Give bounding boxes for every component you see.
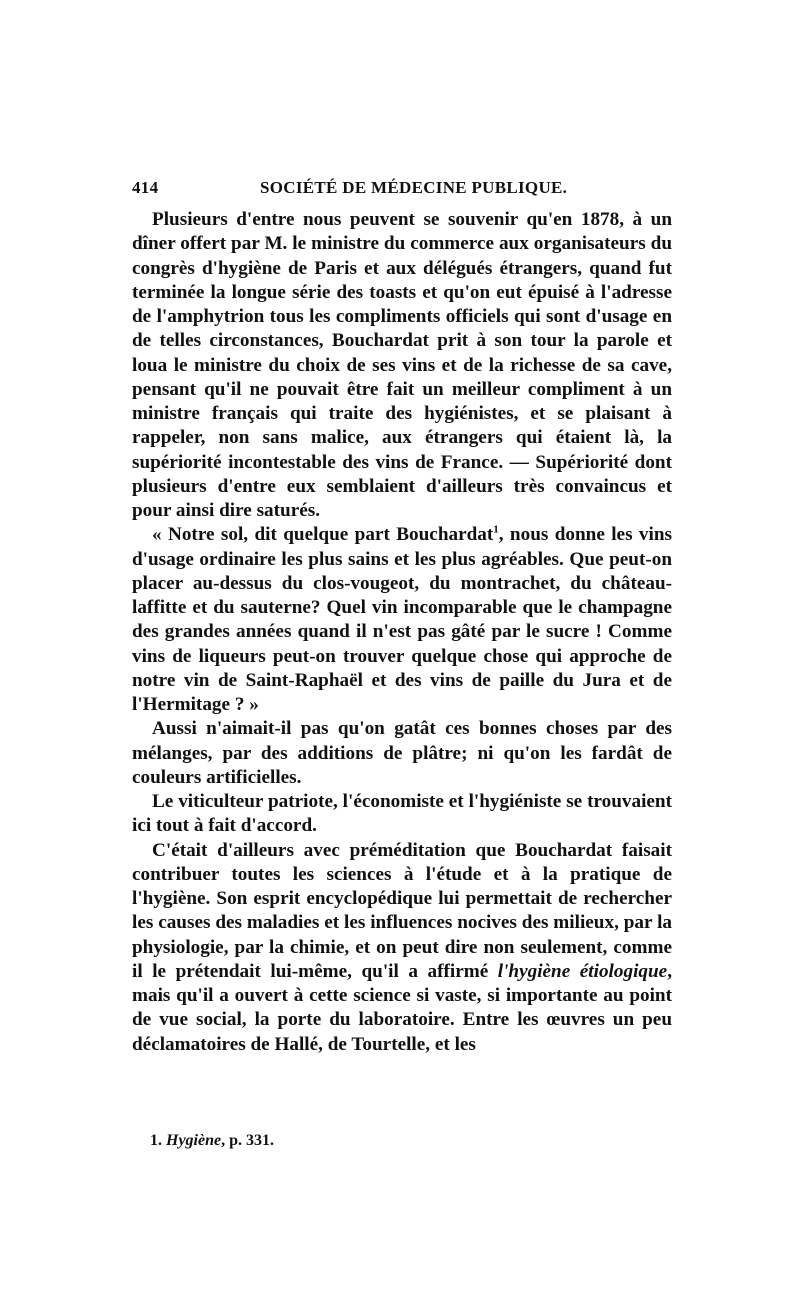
running-title: SOCIÉTÉ DE MÉDECINE PUBLIQUE. [260,178,568,197]
paragraph-1 [132,208,672,523]
paragraph-3-text: Aussi n'aimait-il pas qu'on gatât ces bonnes choses par des mélanges, par des additions de plâtre; ni qu'on les fardât de couleurs artificielles. [132,718,672,788]
emphasized-term: l'hygiène étiologique [497,960,668,982]
paragraph-2 [132,523,672,717]
footnote-work-title: Hygiène [166,1132,222,1149]
running-head [132,178,670,202]
paragraph-5-text-start: C'était d'ailleurs avec préméditation que Bouchardat faisait contribuer toutes les sciences à l'étude et à la pratique de l'hygiène. Son esprit encyclopédique lui permettait de rechercher les causes des maladies et les influences nocives des milieux, par la physiologie, par la chimie, et on peut dire non seulement, comme il le prétendait lui-même, qu'il a affirmé [132,839,672,982]
paragraph-4 [132,790,672,839]
quote-text-start: « Notre sol, dit quelque part Bouchardat [152,524,494,546]
paragraph-5 [132,839,672,1057]
paragraph-3 [132,717,672,790]
quote-text-end: , nous donne les vins d'usage ordinaire les plus sains et les plus agréables. Que peut-on placer au-dessus du clos-vougeot, du montrachet, du château-laffitte et du sauterne? Quel vin incomparable que le champagne des grandes années quand il n'est pas gâté par le sucre ! Comme vins de liqueurs peut-on trouver quelque chose qui approche de notre vin de Saint-Raphaël et des vins de paille du Jura et de l'Hermitage ? » [132,524,672,715]
page-number: 414 [132,178,159,197]
paragraph-1-text: Plusieurs d'entre nous peuvent se souvenir qu'en 1878, à un dîner offert par M. le ministre du commerce aux organisateurs du congrès d'hygiène de Paris et aux délégués étrangers, quand fut terminée la longue série des toasts et qu'on eut épuisé à l'adresse de l'amphytrion tous les compliments officiels qui sont d'usage en de telles circonstances, Bouchardat prit à son tour la parole et loua le ministre du choix de ses vins et de la richesse de sa cave, pensant qu'il ne pouvait être fait un meilleur compliment à un ministre français qui traite des hygiénistes, et se plaisant à rappeler, non sans malice, aux étrangers qui étaient là, la supériorité incontestable des vins de France. — Supériorité dont plusieurs d'entre eux semblaient d'ailleurs très convaincus et pour ainsi dire saturés. [132,209,672,521]
paragraph-4-text: Le viticulteur patriote, l'économiste et l'hygiéniste se trouvaient ici tout à fait d'accord. [132,791,672,837]
footnote-reference: 1 [493,523,499,536]
footnote [150,1132,274,1150]
footnote-page: , p. 331. [221,1132,274,1149]
body-text [132,208,672,1057]
paragraph-5-text-end: , mais qu'il a ouvert à cette science si vaste, si importante au point de vue social, la porte du laboratoire. Entre les œuvres un peu déclamatoires de Hallé, de Tourtelle, et les [132,960,672,1055]
footnote-number: 1. [150,1132,162,1149]
